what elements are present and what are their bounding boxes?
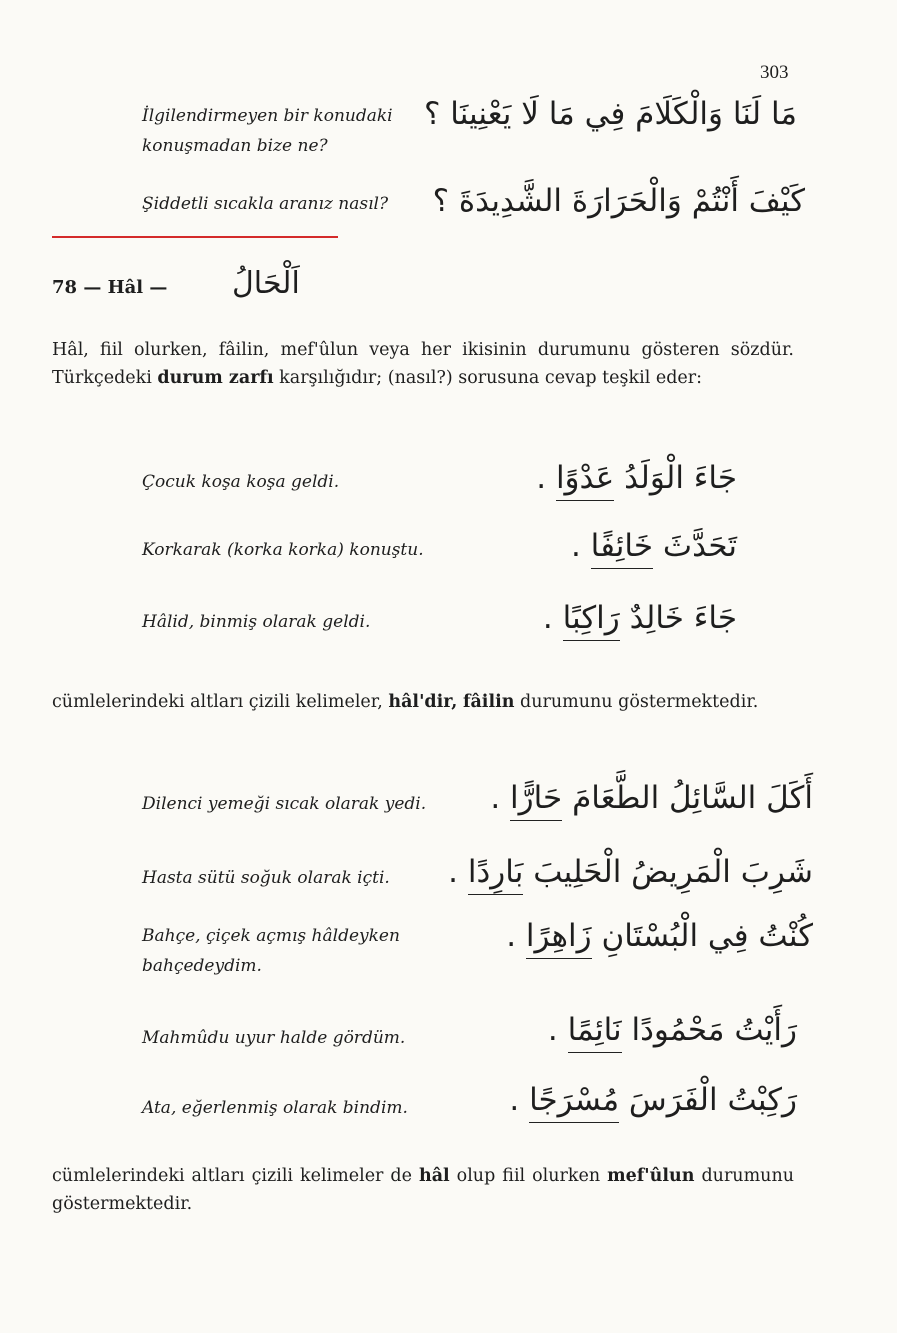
example-3-translation: Hâlid, binmiş olarak geldi. — [142, 612, 371, 632]
example-3-arabic-hal: رَاكِبًا — [563, 600, 620, 641]
example-2-arabic-main: تَحَدَّثَ — [662, 528, 737, 564]
page-number: 303 — [760, 62, 789, 83]
example-3-arabic-main: جَاءَ خَالِدٌ — [629, 600, 737, 636]
section-heading-arabic: اَلْحَالُ — [232, 266, 300, 301]
example-8-arabic-hal: مُسْرَجًا — [529, 1082, 619, 1123]
example-5-translation: Hasta sütü soğuk olarak içti. — [142, 868, 390, 888]
para2-bold-2: fâilin — [462, 692, 515, 712]
intro-example-1-translation-line-2: konuşmadan bize ne? — [142, 136, 328, 156]
para2-text-3: durumunu göstermektedir. — [514, 692, 759, 712]
example-6-arabic-hal: زَاهِرًا — [526, 918, 592, 959]
example-1-arabic — [447, 460, 737, 501]
para3-text-1: cümlelerindeki altları çizili kelimeler de — [52, 1166, 419, 1186]
para2-text-1: cümlelerindeki altları çizili kelimeler, — [52, 692, 389, 712]
example-7-arabic-period: . — [547, 1012, 558, 1048]
para1-text-2: karşılığıdır; (nasıl?) sorusuna cevap teşkil eder: — [273, 368, 703, 388]
example-7-arabic — [497, 1012, 797, 1053]
example-6-translation-line-1: Bahçe, çiçek açmış hâldeyken — [142, 926, 400, 946]
paragraph-definition — [52, 336, 794, 392]
example-1-arabic-period: . — [536, 460, 547, 496]
example-2-arabic-period: . — [570, 528, 581, 564]
intro-example-2-arabic: كَيْفَ أَنْتُمْ وَالْحَرَارَةَ الشَّدِيدَةَ ؟ — [432, 183, 805, 219]
example-3-arabic — [447, 600, 737, 641]
example-5-arabic-hal: بَارِدًا — [468, 854, 523, 895]
example-5-arabic-main: شَرِبَ الْمَرِيضُ الْحَلِيبَ — [533, 854, 813, 890]
example-6-arabic — [483, 918, 813, 959]
example-6-translation-line-2: bahçedeydim. — [142, 956, 262, 976]
example-6-arabic-period: . — [506, 918, 517, 954]
para3-bold-1: hâl — [418, 1166, 450, 1186]
example-7-translation: Mahmûdu uyur halde gördüm. — [142, 1028, 406, 1048]
example-8-arabic — [497, 1082, 797, 1123]
example-3-arabic-period: . — [542, 600, 553, 636]
para3-text-2: olup fiil olurken — [449, 1166, 608, 1186]
paragraph-explanation-1 — [52, 688, 794, 716]
intro-example-1-arabic: مَا لَنَا وَالْكَلَامَ فِي مَا لَا يَعْنِينَا ؟ — [423, 96, 797, 132]
example-4-arabic-main: أَكَلَ السَّائِلُ الطَّعَامَ — [572, 780, 813, 816]
example-2-arabic — [507, 528, 737, 569]
example-4-translation: Dilenci yemeği sıcak olarak yedi. — [142, 794, 427, 814]
intro-example-1-translation-line-1: İlgilendirmeyen bir konudaki — [142, 106, 393, 126]
para2-bold-1: hâl'dir, — [388, 692, 458, 712]
section-divider — [52, 236, 338, 238]
example-8-arabic-period: . — [509, 1082, 520, 1118]
example-1-arabic-hal: عَدْوًا — [556, 460, 614, 501]
example-2-translation: Korkarak (korka korka) konuştu. — [142, 540, 424, 560]
example-2-arabic-hal: خَائِفًا — [591, 528, 653, 569]
para3-bold-2: mef'ûlun — [607, 1166, 695, 1186]
example-5-arabic-period: . — [448, 854, 459, 890]
example-4-arabic-hal: حَارًّا — [510, 780, 562, 821]
example-1-translation: Çocuk koşa koşa geldi. — [142, 472, 340, 492]
example-1-arabic-main: جَاءَ الْوَلَدُ — [624, 460, 737, 496]
paragraph-explanation-2 — [52, 1162, 794, 1218]
example-8-arabic-main: رَكِبْتُ الْفَرَسَ — [628, 1082, 797, 1118]
example-6-arabic-main: كُنْتُ فِي الْبُسْتَانِ — [601, 918, 813, 954]
example-4-arabic — [490, 780, 813, 821]
example-8-translation: Ata, eğerlenmiş olarak bindim. — [142, 1098, 408, 1118]
example-7-arabic-main: رَأَيْتُ مَحْمُودًا — [631, 1012, 797, 1048]
intro-example-2-translation: Şiddetli sıcakla aranız nasıl? — [142, 194, 389, 214]
para3-text-3: durumunu göstermektedir. — [52, 1166, 794, 1214]
example-4-arabic-period: . — [490, 780, 501, 816]
para1-text-1: Hâl, fiil olurken, fâilin, mef'ûlun veya her ikisinin durumunu gösteren sözdür. Türkçedeki — [52, 340, 794, 388]
para1-bold-term: durum zarfı — [157, 368, 274, 388]
example-5-arabic — [448, 854, 813, 895]
section-heading: 78 — Hâl — — [52, 277, 168, 298]
example-7-arabic-hal: نَائِمًا — [568, 1012, 622, 1053]
